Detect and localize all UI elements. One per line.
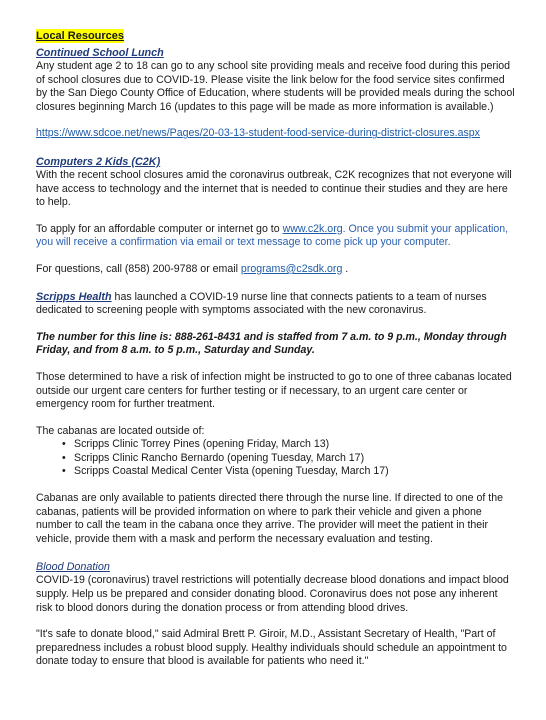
lunch-section-title: Continued School Lunch	[36, 47, 164, 59]
blood-section-title: Blood Donation	[36, 561, 110, 574]
list-item: • Scripps Clinic Rancho Bernardo (opening Tuesday, March 17)	[36, 452, 516, 466]
blood-quote: "It's safe to donate blood," said Admiral Brett P. Giroir, M.D., Assistant Secretary of Health, "Part of preparedness includes a robust blood supply. Healthy individuals should schedule an appointment to donate today to ensure that blood is available for patients who need it."	[36, 628, 507, 668]
blood-body: COVID-19 (coronavirus) travel restrictions will potentially decrease blood donations and impact blood supply. Help us be prepared and consider donating blood. Coronavirus does not pose any inherent risk to blood donors during the donation process or from attending blood drives.	[36, 574, 509, 614]
c2k-section-title: Computers 2 Kids (C2K)	[36, 155, 161, 168]
cabanas-note: Cabanas are only available to patients directed there through the nurse line. If directed to one of the cabanas, patients will be provided information on where to park their vehicle and given a phone number to call the team in the cabana once they arrive. The provider will meet the patient in their vehicle, provide them with a mask and perform the necessary evaluation and testing.	[36, 492, 504, 545]
cabanas-intro: The cabanas are located outside of:	[36, 424, 205, 437]
scripps-hotline: The number for this line is: 888-261-8431 and is staffed from 7 a.m. to 9 p.m., Monday through Friday, and from 8 a.m. to 5 p.m., Saturday and Sunday.	[36, 330, 507, 357]
c2k-body: With the recent school closures amid the coronavirus outbreak, C2K recognizes that not everyone will have access to technology and the internet that is needed to continue their studies and they are here to help.	[36, 168, 512, 209]
local-resources-heading: Local Resources	[36, 30, 125, 42]
scripps-section-title: Scripps Health	[36, 290, 112, 303]
scripps-risk: Those determined to have a risk of infection might be instructed to go to one of three cabanas located outside our urgent care centers for further testing or if necessary, to an urgent care center or emergency room for further treatment.	[36, 370, 512, 411]
c2k-questions: For questions, call (858) 200-9788 or email programs@c2sdk.org .	[36, 262, 349, 275]
lunch-body: Any student age 2 to 18 can go to any school site providing meals and receive food during this period of school closures due to COVID-19. Please visite the link below for the food service sites confirmed by the San Diego County Office of Education, where students will be provided meals during the school closures beginning March 16 (updates to this page will be made as more information is available.)	[36, 60, 515, 113]
list-item: • Scripps Coastal Medical Center Vista (opening Tuesday, March 17)	[36, 465, 516, 479]
cabana-list	[36, 438, 516, 479]
c2k-website-link[interactable]: www.c2k.org	[282, 222, 343, 235]
list-item: • Scripps Clinic Torrey Pines (opening Friday, March 13)	[36, 438, 516, 452]
scripps-intro: Scripps Health has launched a COVID-19 nurse line that connects patients to a team of nurses dedicated to screening people with symptoms associated with the new coronavirus.	[36, 290, 487, 317]
lunch-link[interactable]: https://www.sdcoe.net/news/Pages/20-03-13-student-food-service-during-district-closures.aspx	[36, 127, 480, 140]
c2k-apply: To apply for an affordable computer or internet go to www.c2k.org. Once you submit your application, you will receive a confirmation via email or text message to come pick up your computer.	[36, 222, 509, 249]
c2k-email-link[interactable]: programs@c2sdk.org	[240, 262, 343, 275]
